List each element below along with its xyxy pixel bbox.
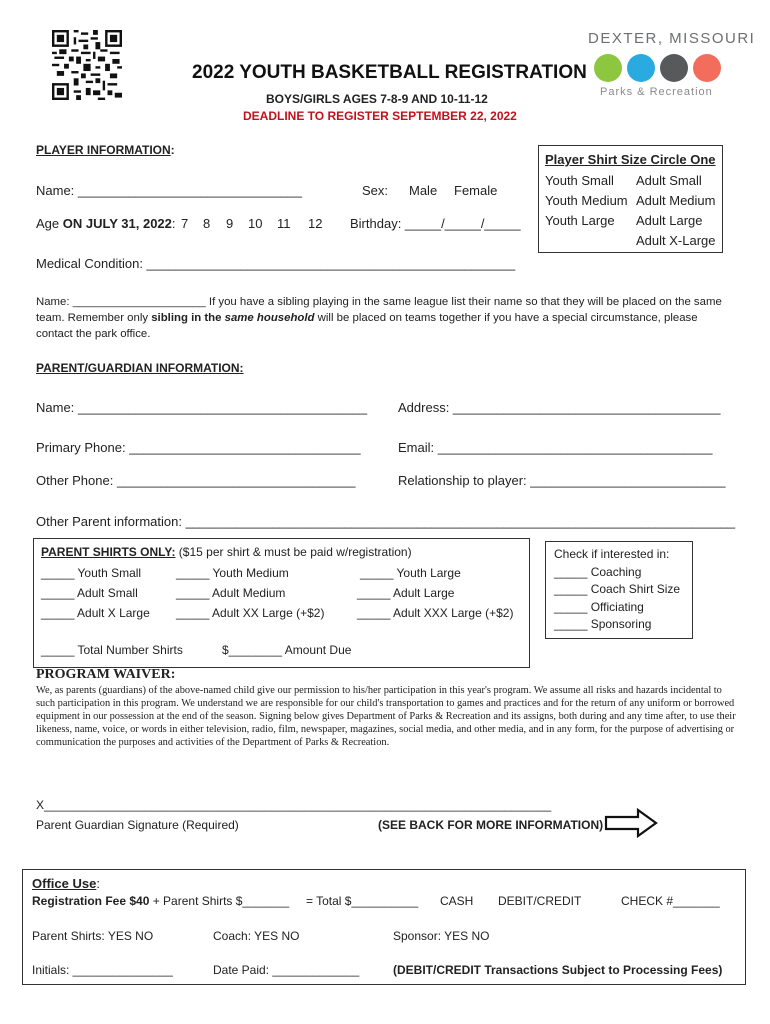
see-back-text: (SEE BACK FOR MORE INFORMATION) xyxy=(378,818,604,832)
processing-fee-note: (DEBIT/CREDIT Transactions Subject to Processing Fees) xyxy=(393,963,723,977)
player-name-field[interactable]: Name: _______________________________ xyxy=(36,183,303,198)
logo-green-circle xyxy=(594,54,622,82)
registration-fee-line: Registration Fee $40 + Parent Shirts $_______ xyxy=(32,894,290,908)
waiver-heading: PROGRAM WAIVER: xyxy=(36,667,176,682)
parent-info-heading: PARENT/GUARDIAN INFORMATION: xyxy=(36,361,244,375)
interest-sponsoring[interactable]: _____ Sponsoring xyxy=(554,617,652,631)
parent-shirts-heading: PARENT SHIRTS ONLY: ($15 per shirt & must be paid w/registration) xyxy=(41,545,412,559)
interest-officiating[interactable]: _____ Officiating xyxy=(554,600,644,614)
shirt-adult-large[interactable]: Adult Large xyxy=(636,213,703,228)
birthday-field[interactable]: Birthday: _____/_____/_____ xyxy=(350,216,521,231)
parent-shirt-youth-small[interactable]: _____ Youth Small xyxy=(41,566,142,580)
address-field[interactable]: Address: _____________________________________ xyxy=(398,400,721,415)
office-coach[interactable]: Coach: YES NO xyxy=(213,929,300,943)
logo-picnic-icon xyxy=(693,54,721,82)
interest-coach-shirt-size[interactable]: _____ Coach Shirt Size xyxy=(554,582,681,596)
office-parent-shirts[interactable]: Parent Shirts: YES NO xyxy=(32,929,154,943)
sibling-paragraph: Name: _____________________ If you have a sibling playing in the same league list their name so that they will be placed on the same team. Remember only sibling in the same household will be placed on teams together if you have a special circumstance, please contact the park office. xyxy=(36,296,722,340)
sex-label: Sex: xyxy=(362,183,389,198)
office-sponsor[interactable]: Sponsor: YES NO xyxy=(393,929,490,943)
logo-swim-icon xyxy=(627,54,655,82)
player-info-heading: PLAYER INFORMATION: xyxy=(36,143,175,157)
debit-credit-option[interactable]: DEBIT/CREDIT xyxy=(498,894,582,908)
shirt-youth-medium[interactable]: Youth Medium xyxy=(545,193,628,208)
shirt-adult-xlarge[interactable]: Adult X-Large xyxy=(636,233,716,248)
cash-option[interactable]: CASH xyxy=(440,894,474,908)
parent-shirt-adult-xxlarge[interactable]: _____ Adult XX Large (+$2) xyxy=(176,606,325,620)
shirt-youth-small[interactable]: Youth Small xyxy=(545,173,614,188)
deadline-text: DEADLINE TO REGISTER SEPTEMBER 22, 2022 xyxy=(243,109,517,123)
age-option-8[interactable]: 8 xyxy=(203,216,211,231)
parent-shirt-adult-xlarge[interactable]: _____ Adult X Large xyxy=(41,606,150,620)
sex-female-option[interactable]: Female xyxy=(454,183,498,198)
parent-shirt-youth-large[interactable]: _____ Youth Large xyxy=(360,566,461,580)
age-option-12[interactable]: 12 xyxy=(308,216,323,231)
office-use-heading: Office Use: xyxy=(32,876,100,891)
qr-code xyxy=(52,30,122,100)
logo-bottom-text: Parks & Recreation xyxy=(600,86,713,98)
arrow-right-icon xyxy=(604,808,658,838)
logo-ball-icon xyxy=(660,54,688,82)
age-option-7[interactable]: 7 xyxy=(181,216,189,231)
total-field[interactable]: = Total $__________ xyxy=(306,894,419,908)
parent-shirt-adult-medium[interactable]: _____ Adult Medium xyxy=(176,586,286,600)
parent-shirt-adult-xxxlarge[interactable]: _____ Adult XXX Large (+$2) xyxy=(357,606,514,620)
check-number-field[interactable]: CHECK #_______ xyxy=(621,894,720,908)
signature-line[interactable]: X____________________________________________________________________________ xyxy=(36,798,552,812)
logo-top-text: DEXTER, MISSOURI xyxy=(588,30,756,47)
form-title: 2022 YOUTH BASKETBALL REGISTRATION xyxy=(192,62,587,83)
interest-heading: Check if interested in: xyxy=(554,547,670,561)
sex-male-option[interactable]: Male xyxy=(409,183,438,198)
other-phone-field[interactable]: Other Phone: _________________________________ xyxy=(36,473,356,488)
age-option-11[interactable]: 11 xyxy=(277,216,291,231)
form-subtitle: BOYS/GIRLS AGES 7-8-9 AND 10-11-12 xyxy=(266,92,488,106)
total-shirts-field[interactable]: _____ Total Number Shirts xyxy=(41,643,183,657)
parent-shirt-youth-medium[interactable]: _____ Youth Medium xyxy=(176,566,289,580)
date-paid-field[interactable]: Date Paid: _____________ xyxy=(213,963,360,977)
other-parent-field[interactable]: Other Parent information: ____________________________________________________________________________ xyxy=(36,514,736,529)
age-option-9[interactable]: 9 xyxy=(226,216,234,231)
initials-field[interactable]: Initials: _______________ xyxy=(32,963,173,977)
parent-shirt-adult-small[interactable]: _____ Adult Small xyxy=(41,586,138,600)
primary-phone-field[interactable]: Primary Phone: ________________________________ xyxy=(36,440,361,455)
amount-due-field[interactable]: $________ Amount Due xyxy=(222,643,352,657)
shirt-size-heading: Player Shirt Size Circle One xyxy=(545,152,716,167)
parent-shirt-adult-large[interactable]: _____ Adult Large xyxy=(357,586,455,600)
interest-coaching[interactable]: _____ Coaching xyxy=(554,565,642,579)
medical-condition-field[interactable]: Medical Condition: ___________________________________________________ xyxy=(36,256,516,271)
relationship-field[interactable]: Relationship to player: ___________________________ xyxy=(398,473,726,488)
waiver-text: We, as parents (guardians) of the above-named child give our permission to his/her participation in this year's program. We assume all risks and hazards incidental to such participation in this program. We understand we are responsible for our child's transportation to games and practices and for the return of any uniform or borrowed equipment in our possession at the end of the season. Signing below gives Department of Parks & Recreation and its assigns, both during and any time after, to use their likeness, name, voice, or words in either television, radio, film, newspaper, magazines, social media, and other media, and in any form, for the purpose of advertising or communication the purposes and activities of the Department of Parks & Recreation. xyxy=(36,685,736,748)
shirt-youth-large[interactable]: Youth Large xyxy=(545,213,615,228)
parent-name-field[interactable]: Name: ________________________________________ xyxy=(36,400,368,415)
signature-label: Parent Guardian Signature (Required) xyxy=(36,818,239,832)
email-field[interactable]: Email: ______________________________________ xyxy=(398,440,713,455)
age-option-10[interactable]: 10 xyxy=(248,216,263,231)
age-label: Age ON JULY 31, 2022: xyxy=(36,216,176,231)
shirt-adult-small[interactable]: Adult Small xyxy=(636,173,702,188)
shirt-adult-medium[interactable]: Adult Medium xyxy=(636,193,716,208)
